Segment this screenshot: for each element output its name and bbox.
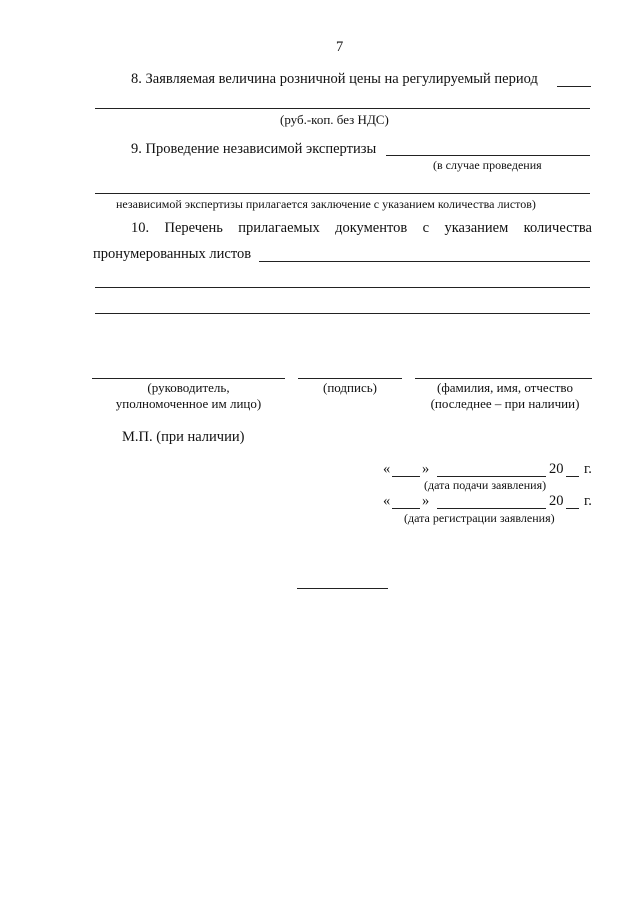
head-signature-line bbox=[92, 378, 285, 379]
item8-caption: (руб.-коп. без НДС) bbox=[280, 112, 389, 127]
registration-close-quote: » bbox=[422, 493, 430, 509]
end-of-document-rule bbox=[297, 588, 388, 589]
page-number: 7 bbox=[336, 39, 344, 55]
registration-day-blank bbox=[392, 508, 420, 509]
item10-blank-line-2 bbox=[95, 313, 590, 314]
item8-text: 8. Заявляемая величина розничной цены на регулируемый период bbox=[131, 71, 538, 87]
submission-caption: (дата подачи заявления) bbox=[424, 478, 547, 492]
stamp-label: М.П. (при наличии) bbox=[122, 429, 245, 445]
name-signature-line bbox=[415, 378, 592, 379]
name-caption-line2: (последнее – при наличии) bbox=[430, 396, 580, 411]
item9-blank-line bbox=[95, 193, 590, 194]
item10-line2: пронумерованных листов bbox=[93, 246, 252, 262]
registration-open-quote: « bbox=[383, 493, 391, 509]
submission-year-suffix: г. bbox=[584, 461, 592, 477]
item9-caption-b: независимой экспертизы прилагается заключение с указанием количества листов) bbox=[116, 197, 536, 211]
registration-year-prefix: 20 bbox=[549, 493, 564, 509]
submission-year-blank bbox=[566, 476, 579, 477]
submission-year-prefix: 20 bbox=[549, 461, 564, 477]
sign-caption: (подпись) bbox=[323, 380, 377, 395]
registration-year-suffix: г. bbox=[584, 493, 592, 509]
head-caption-line2: уполномоченное им лицо) bbox=[115, 396, 262, 411]
item9-text: 9. Проведение независимой экспертизы bbox=[131, 141, 377, 157]
name-caption-line1: (фамилия, имя, отчество bbox=[437, 380, 573, 395]
registration-year-blank bbox=[566, 508, 579, 509]
item8-blank-line bbox=[95, 108, 590, 109]
registration-caption: (дата регистрации заявления) bbox=[404, 511, 555, 525]
registration-month-blank bbox=[437, 508, 546, 509]
item10-short-blank bbox=[259, 261, 590, 262]
sign-signature-line bbox=[298, 378, 402, 379]
submission-day-blank bbox=[392, 476, 420, 477]
item9-short-blank bbox=[386, 155, 590, 156]
submission-close-quote: » bbox=[422, 461, 430, 477]
item10-blank-line-1 bbox=[95, 287, 590, 288]
item9-caption-a: (в случае проведения bbox=[433, 158, 542, 172]
submission-month-blank bbox=[437, 476, 546, 477]
submission-open-quote: « bbox=[383, 461, 391, 477]
head-caption-line1: (руководитель, bbox=[147, 380, 230, 395]
item8-short-blank bbox=[557, 86, 591, 87]
item10-line1: 10. Перечень прилагаемых документов с указанием количества bbox=[131, 220, 592, 236]
